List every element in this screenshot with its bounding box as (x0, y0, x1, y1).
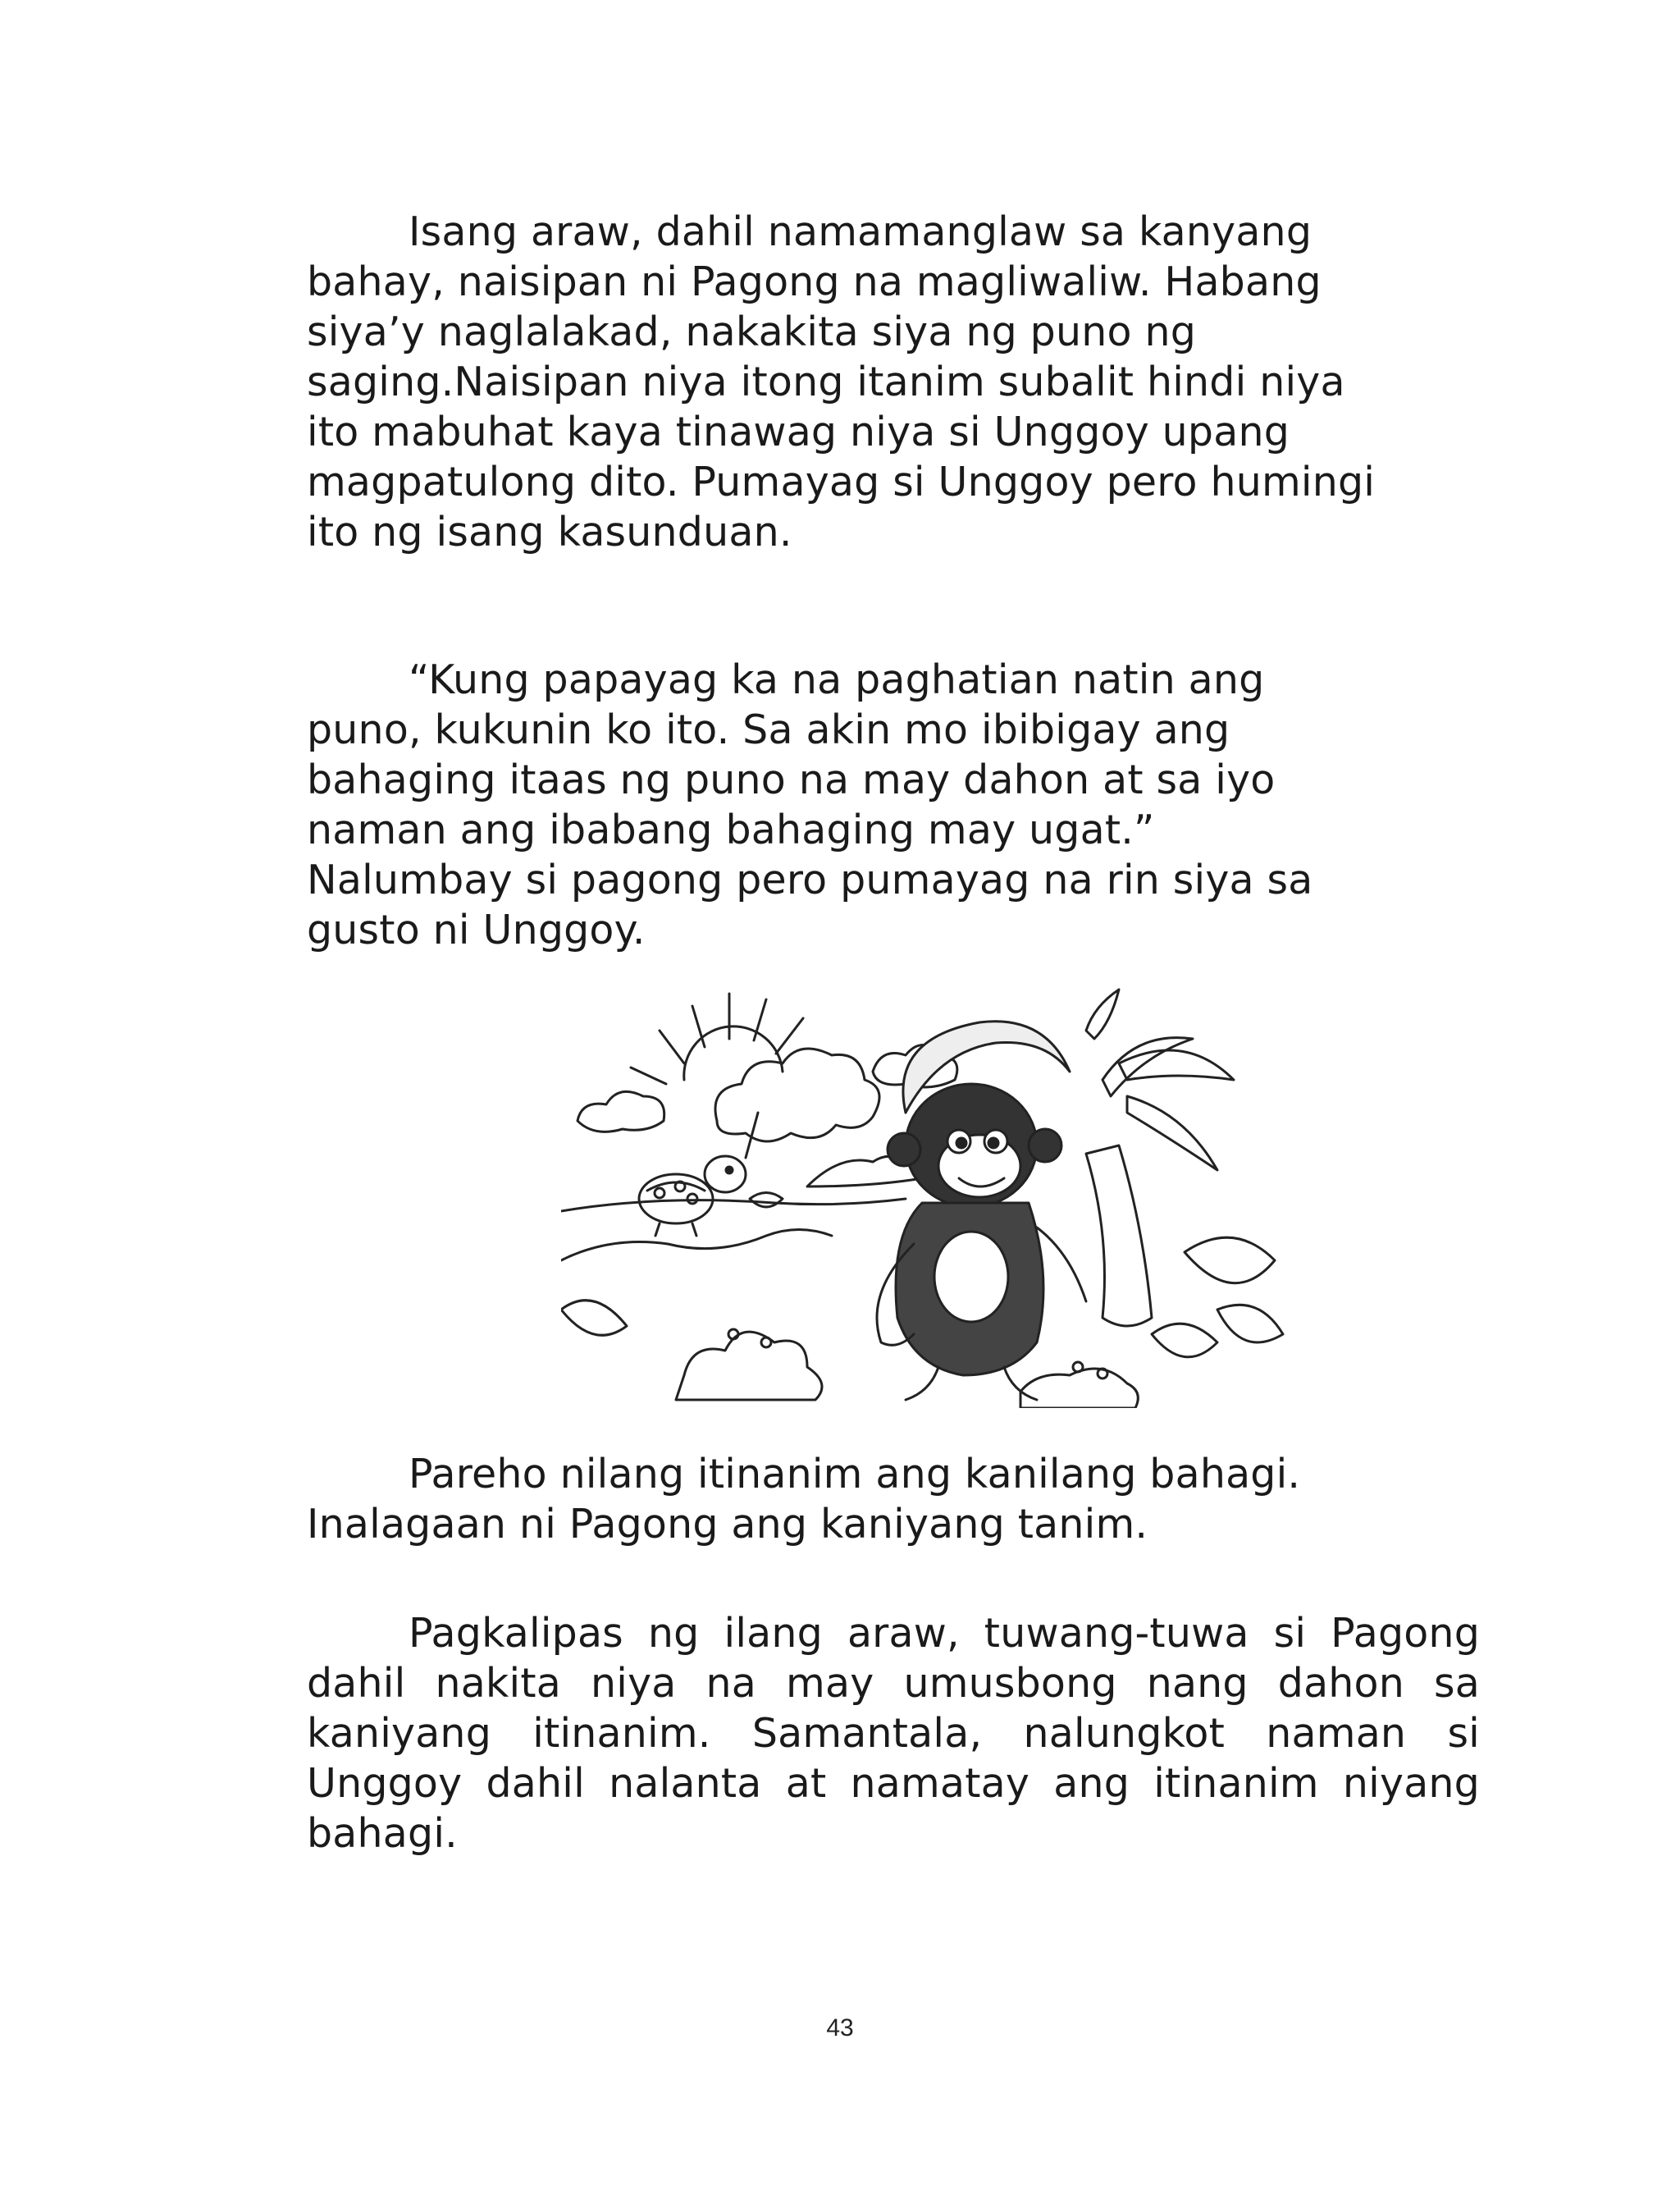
turtle-drawing (639, 1113, 783, 1236)
text-line: magpatulong dito. Pumayag si Unggoy pero humingi (307, 459, 1376, 505)
text-line: Inalagaan ni Pagong ang kaniyang tanim. (307, 1501, 1148, 1548)
paragraph-2 (307, 655, 1480, 955)
text-line: naman ang ibabang bahaging may ugat.” (307, 807, 1155, 853)
story-illustration (561, 981, 1286, 1408)
text-line: siya’y naglalakad, nakakita siya ng puno ng (307, 309, 1197, 355)
paragraph-4 (307, 1608, 1480, 1859)
paragraph-1 (307, 207, 1480, 557)
text-line: Nalumbay si pagong pero pumayag na rin siya sa (307, 857, 1313, 903)
text-line: ito ng isang kasunduan. (307, 509, 792, 556)
text-line: bahaging itaas ng puno na may dahon at sa iyo (307, 757, 1276, 803)
paragraph-3 (307, 1449, 1480, 1549)
text-line: Isang araw, dahil namamanglaw sa kanyang (409, 208, 1312, 255)
text-line: saging.Naisipan niya itong itanim subalit hindi niya (307, 359, 1345, 405)
text-line: puno, kukunin ko ito. Sa akin mo ibibigay ang (307, 706, 1230, 753)
text-line: “Kung papayag ka na paghatian natin ang (409, 656, 1265, 703)
text-line: bahay, naisipan ni Pagong na magliwaliw. Habang (307, 258, 1322, 305)
text-line: ito mabuhat kaya tinawag niya si Unggoy upang (307, 409, 1290, 455)
sun-drawing (631, 994, 803, 1084)
text-line: gusto ni Unggoy. (307, 907, 646, 953)
monkey-drawing (877, 1022, 1086, 1400)
cloud-drawing (578, 1045, 957, 1142)
text-paragraph: Pagkalipas ng ilang araw, tuwang-tuwa si Pagong dahil nakita niya na may umusbong nang dahon sa kaniyang itinanim. Samantala, nalungkot naman si Unggoy dahil nalanta at namatay ang itinanim niyang bahagi. (307, 1610, 1480, 1857)
page-number: 43 (826, 2014, 854, 2041)
text-line: Pareho nilang itinanim ang kanilang bahagi. (409, 1451, 1301, 1497)
